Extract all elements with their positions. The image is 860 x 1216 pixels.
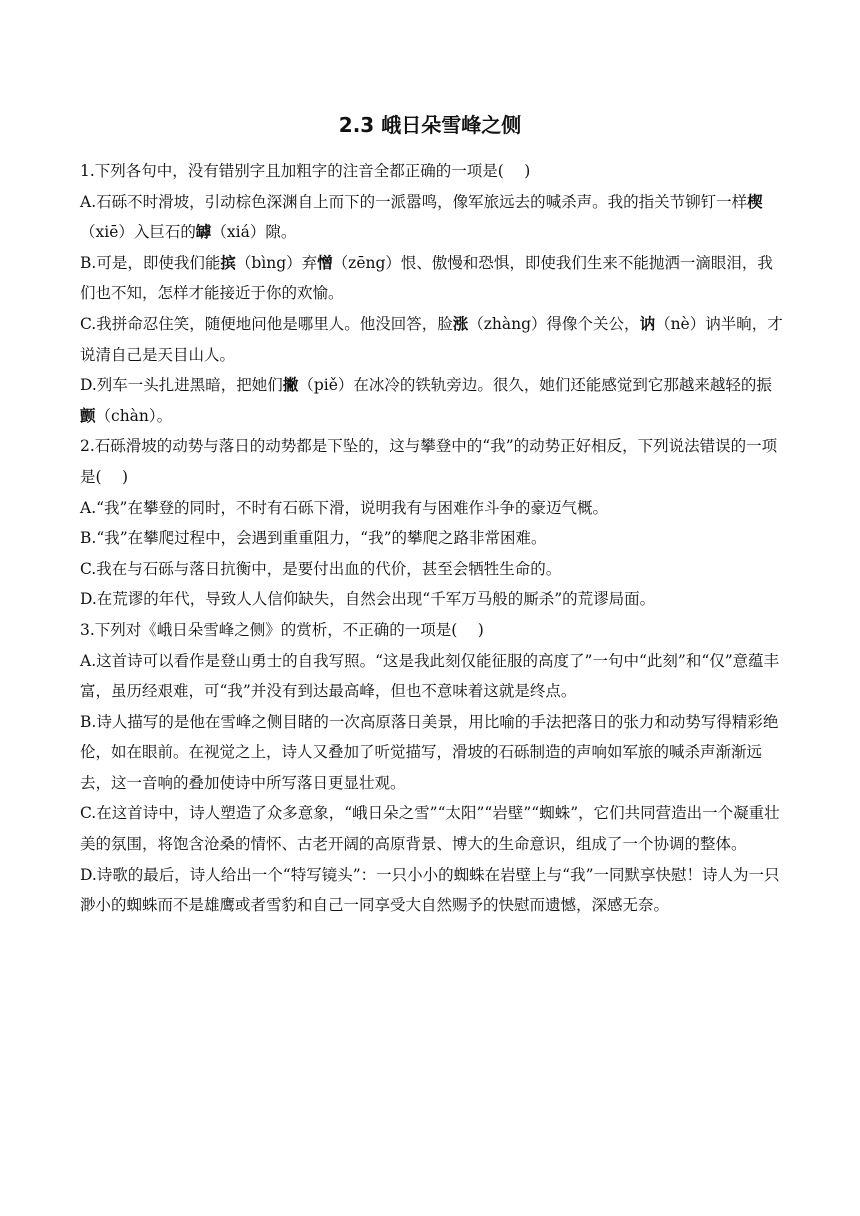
question-3-option-d: D.诗歌的最后，诗人给出一个“特写镜头”：一只小小的蜘蛛在岩壁上与“我”一同默享快慰！诗人为一只渺小的蜘蛛而不是雄鹰或者雪豹和自己一同享受大自然赐予的快慰而遗憾，深感无奈。: [80, 865, 780, 915]
option-text: C.我拼命忍住笑，随便地问他是哪里人。他没回答，脸: [80, 314, 453, 333]
question-2-option-a: A.“我”在攀登的同时，不时有石砾下滑，说明我有与困难作斗争的豪迈气概。: [80, 498, 608, 517]
bold-character: 摈: [220, 252, 236, 272]
question-1-option-d: [80, 370, 785, 431]
bold-character: 憎: [317, 252, 333, 272]
bold-character: 撇: [282, 375, 299, 395]
question-2-option-d: D.在荒谬的年代，导致人人信仰缺失，自然会出现“千军万马般的厮杀”的荒谬局面。: [80, 590, 656, 609]
question-3-option-b: B.诗人描写的是他在雪峰之侧目睹的一次高原落日美景，用比喻的手法把落日的张力和动势写得精彩绝伦，如在眼前。在视觉之上，诗人又叠加了听觉描写，滑坡的石砾制造的声响如军旅的喊杀声渐渐远去，这一音响的叠加使诗中所写落日更显壮观。: [80, 712, 779, 792]
option-text: （bìng）弃: [235, 253, 318, 272]
question-3-option-c: C.在这首诗中，诗人塑造了众多意象，“峨日朵之雪”“太阳”“岩壁”“蜘蛛”，它们共同营造出一个凝重壮美的氛围，将饱含沧桑的情怀、古老开阔的高原背景、博大的生命意识，组成了一个协调的整体。: [80, 804, 780, 854]
option-text: （chàn）。: [95, 406, 173, 425]
option-text: （xiá）隙。: [211, 223, 297, 242]
bold-character: 涨: [452, 313, 469, 333]
page-title: 2.3 峨日朵雪峰之侧: [338, 113, 522, 137]
question-1-stem: 1.下列各句中，没有错别字且加粗字的注音全都正确的一项是( ): [80, 162, 531, 180]
question-2-option-c: C.我在与石砾与落日抗衡中，是要付出血的代价，甚至会牺牲生命的。: [80, 559, 562, 578]
option-text: B.可是，即使我们能: [80, 253, 221, 272]
option-text: （zhàng）得像个关公，: [468, 314, 640, 333]
option-text: （nè）讷半晌，才说清自己是天目山人。: [80, 314, 783, 364]
option-text: （zēng）恨、傲慢和恐惧，即使我们生来不能抛洒一滴眼泪，我们也不知，怎样才能接近于你的欢愉。: [80, 253, 773, 303]
question-1-option-c: [80, 309, 785, 370]
bold-character: 罅: [195, 222, 212, 242]
question-3-option-a: A.这首诗可以看作是登山勇士的自我写照。“这是我此刻仅能征服的高度了”一句中“此刻”和“仅”意蕴丰富，虽历经艰难，可“我”并没有到达最高峰，但也不意味着这就是终点。: [80, 651, 780, 701]
option-text: D.列车一头扎进黑暗，把她们: [80, 376, 283, 395]
question-1-option-a: [80, 187, 785, 248]
option-text: （xiē）入巨石的: [80, 223, 196, 242]
bold-character: 颤: [80, 405, 96, 425]
question-2-stem: 2.石砾滑坡的动势与落日的动势都是下坠的，这与攀登中的“我”的动势正好相反，下列说法错误的一项是( ): [80, 437, 778, 486]
bold-character: 讷: [639, 313, 656, 333]
bold-character: 楔: [747, 191, 763, 211]
question-2-option-b: B.“我”在攀爬过程中，会遇到重重阻力，“我”的攀爬之路非常困难。: [80, 529, 547, 548]
option-text: A.石砾不时滑坡，引动棕色深渊自上而下的一派嚣鸣，像军旅远去的喊杀声。我的指关节铆钉一样: [80, 192, 748, 211]
document-body: [80, 156, 785, 921]
option-text: （piě）在冰冷的铁轨旁边。很久，她们还能感觉到它那越来越轻的振: [298, 376, 772, 395]
question-1-option-b: [80, 248, 785, 309]
question-3-stem: 3.下列对《峨日朵雪峰之侧》的赏析，不正确的一项是( ): [80, 620, 484, 639]
